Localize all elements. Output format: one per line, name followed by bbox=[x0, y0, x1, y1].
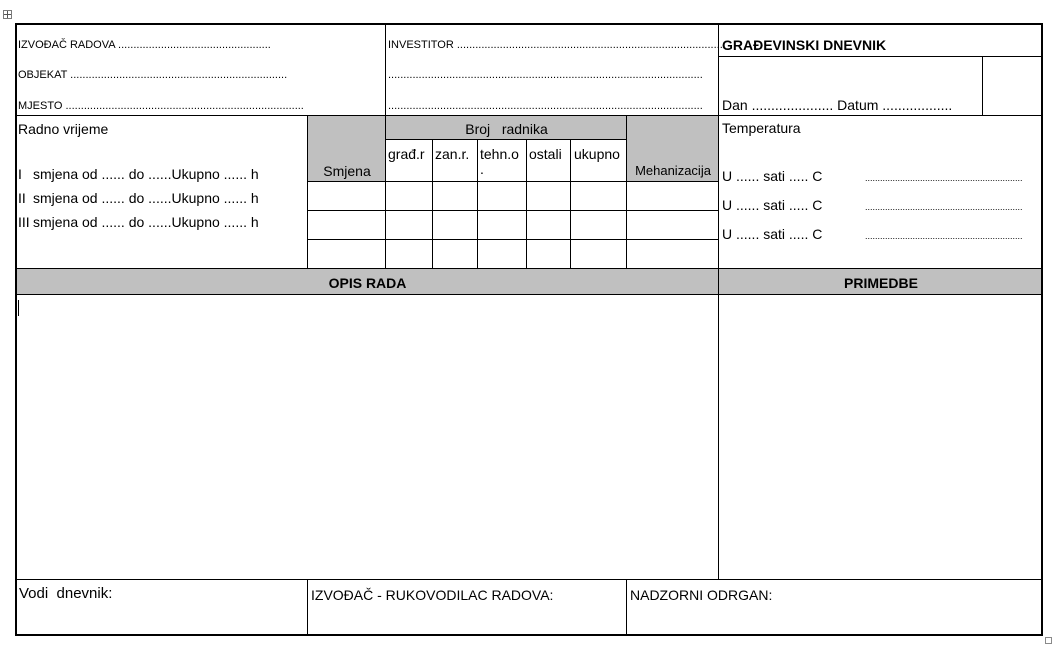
row-divider bbox=[308, 239, 719, 240]
primedbe-header: PRIMEDBE bbox=[844, 275, 918, 291]
dotted-fill: .................. bbox=[882, 97, 953, 113]
row-divider bbox=[386, 139, 627, 140]
dotted-fill: .................................................. bbox=[118, 39, 271, 51]
dotted-fill: ....................................................................................................... bbox=[388, 69, 703, 81]
col-zan-r: zan.r. bbox=[435, 146, 470, 162]
col-divider bbox=[385, 24, 386, 116]
table-move-handle[interactable] bbox=[3, 10, 12, 19]
col-divider bbox=[385, 116, 386, 269]
table-resize-handle[interactable] bbox=[1045, 637, 1052, 644]
col-divider bbox=[626, 580, 627, 636]
shift-row[interactable] bbox=[18, 190, 259, 206]
row-divider bbox=[16, 115, 1043, 116]
dotted-fill: ....................................................................................................... bbox=[388, 100, 703, 112]
objekat-field[interactable] bbox=[18, 69, 287, 82]
temperature-text: U ...... sati ..... C bbox=[722, 226, 823, 242]
shift-row[interactable] bbox=[18, 166, 259, 182]
shift-roman: III bbox=[18, 214, 30, 230]
dan-datum-field[interactable] bbox=[722, 97, 952, 113]
temperature-row[interactable] bbox=[722, 197, 1023, 213]
dotted-fill: ....................................................................... bbox=[70, 69, 288, 81]
izvodjac-radova-field[interactable] bbox=[18, 39, 271, 52]
col-divider bbox=[526, 139, 527, 269]
col-tehn-o: tehn.o bbox=[480, 146, 519, 162]
datum-label: Datum bbox=[837, 97, 879, 113]
col-gradj-r: građ.r bbox=[388, 146, 425, 162]
investitor-label: INVESTITOR bbox=[388, 39, 454, 51]
dotted-fill: ............................................................... bbox=[865, 173, 1023, 183]
row-divider bbox=[308, 181, 719, 182]
objekat-label: OBJEKAT bbox=[18, 69, 68, 81]
smjena-header: Smjena bbox=[323, 163, 371, 179]
primedbe-body[interactable] bbox=[719, 295, 1043, 579]
col-divider bbox=[570, 139, 571, 269]
mjesto-field[interactable] bbox=[18, 100, 304, 113]
mjesto-label: MJESTO bbox=[18, 100, 63, 112]
col-divider bbox=[432, 139, 433, 269]
shift-roman: I bbox=[18, 166, 22, 182]
mehanizacija-header: Mehanizacija bbox=[635, 163, 711, 178]
izvodjac-rukovodilac-label[interactable]: IZVOĐAČ - RUKOVODILAC RADOVA: bbox=[311, 587, 554, 603]
opis-rada-body[interactable] bbox=[16, 295, 718, 579]
document-title: GRAĐEVINSKI DNEVNIK bbox=[722, 37, 887, 53]
nadzorni-organ-label[interactable]: NADZORNI ODRGAN: bbox=[630, 587, 773, 603]
temperature-row[interactable] bbox=[722, 226, 1023, 242]
row-divider bbox=[308, 210, 719, 211]
shift-text: smjena od ...... do ......Ukupno ...... h bbox=[33, 190, 259, 206]
investitor-line-3[interactable] bbox=[388, 100, 703, 113]
radno-vrijeme-title: Radno vrijeme bbox=[18, 121, 109, 137]
opis-rada-header: OPIS RADA bbox=[328, 275, 407, 291]
temperatura-title: Temperatura bbox=[722, 120, 801, 136]
temperature-text: U ...... sati ..... C bbox=[722, 168, 823, 184]
dan-label: Dan bbox=[722, 97, 748, 113]
shift-text: smjena od ...... do ......Ukupno ...... h bbox=[33, 166, 259, 182]
col-divider bbox=[307, 116, 308, 269]
temperature-text: U ...... sati ..... C bbox=[722, 197, 823, 213]
dotted-fill: ............................................................... bbox=[865, 202, 1023, 212]
col-divider bbox=[626, 116, 627, 269]
investitor-line-2[interactable] bbox=[388, 69, 703, 82]
dotted-fill: ..................... bbox=[751, 97, 834, 113]
col-divider bbox=[307, 580, 308, 636]
dotted-fill: ....................................................................................... bbox=[456, 39, 723, 51]
shift-text: smjena od ...... do ......Ukupno ...... h bbox=[33, 214, 259, 230]
row-divider bbox=[16, 268, 1043, 269]
dotted-fill: .............................................................................. bbox=[65, 100, 304, 112]
col-ostali: ostali bbox=[529, 146, 562, 162]
page-number-cell[interactable] bbox=[983, 57, 1043, 115]
shift-roman: II bbox=[18, 190, 26, 206]
vodi-dnevnik-label[interactable]: Vodi dnevnik: bbox=[19, 585, 113, 602]
investitor-field[interactable] bbox=[388, 39, 723, 52]
broj-radnika-header: Broj radnika bbox=[465, 121, 548, 137]
izvodjac-radova-label: IZVOĐAČ RADOVA bbox=[18, 39, 115, 51]
col-divider bbox=[477, 139, 478, 269]
col-ukupno: ukupno bbox=[574, 146, 620, 162]
dotted-fill: ............................................................... bbox=[865, 231, 1023, 241]
text-cursor bbox=[18, 300, 19, 316]
shift-row[interactable] bbox=[18, 214, 259, 230]
temperature-row[interactable] bbox=[722, 168, 1023, 184]
row-divider bbox=[16, 579, 1043, 580]
col-tehn-o-wrap: . bbox=[480, 161, 484, 177]
